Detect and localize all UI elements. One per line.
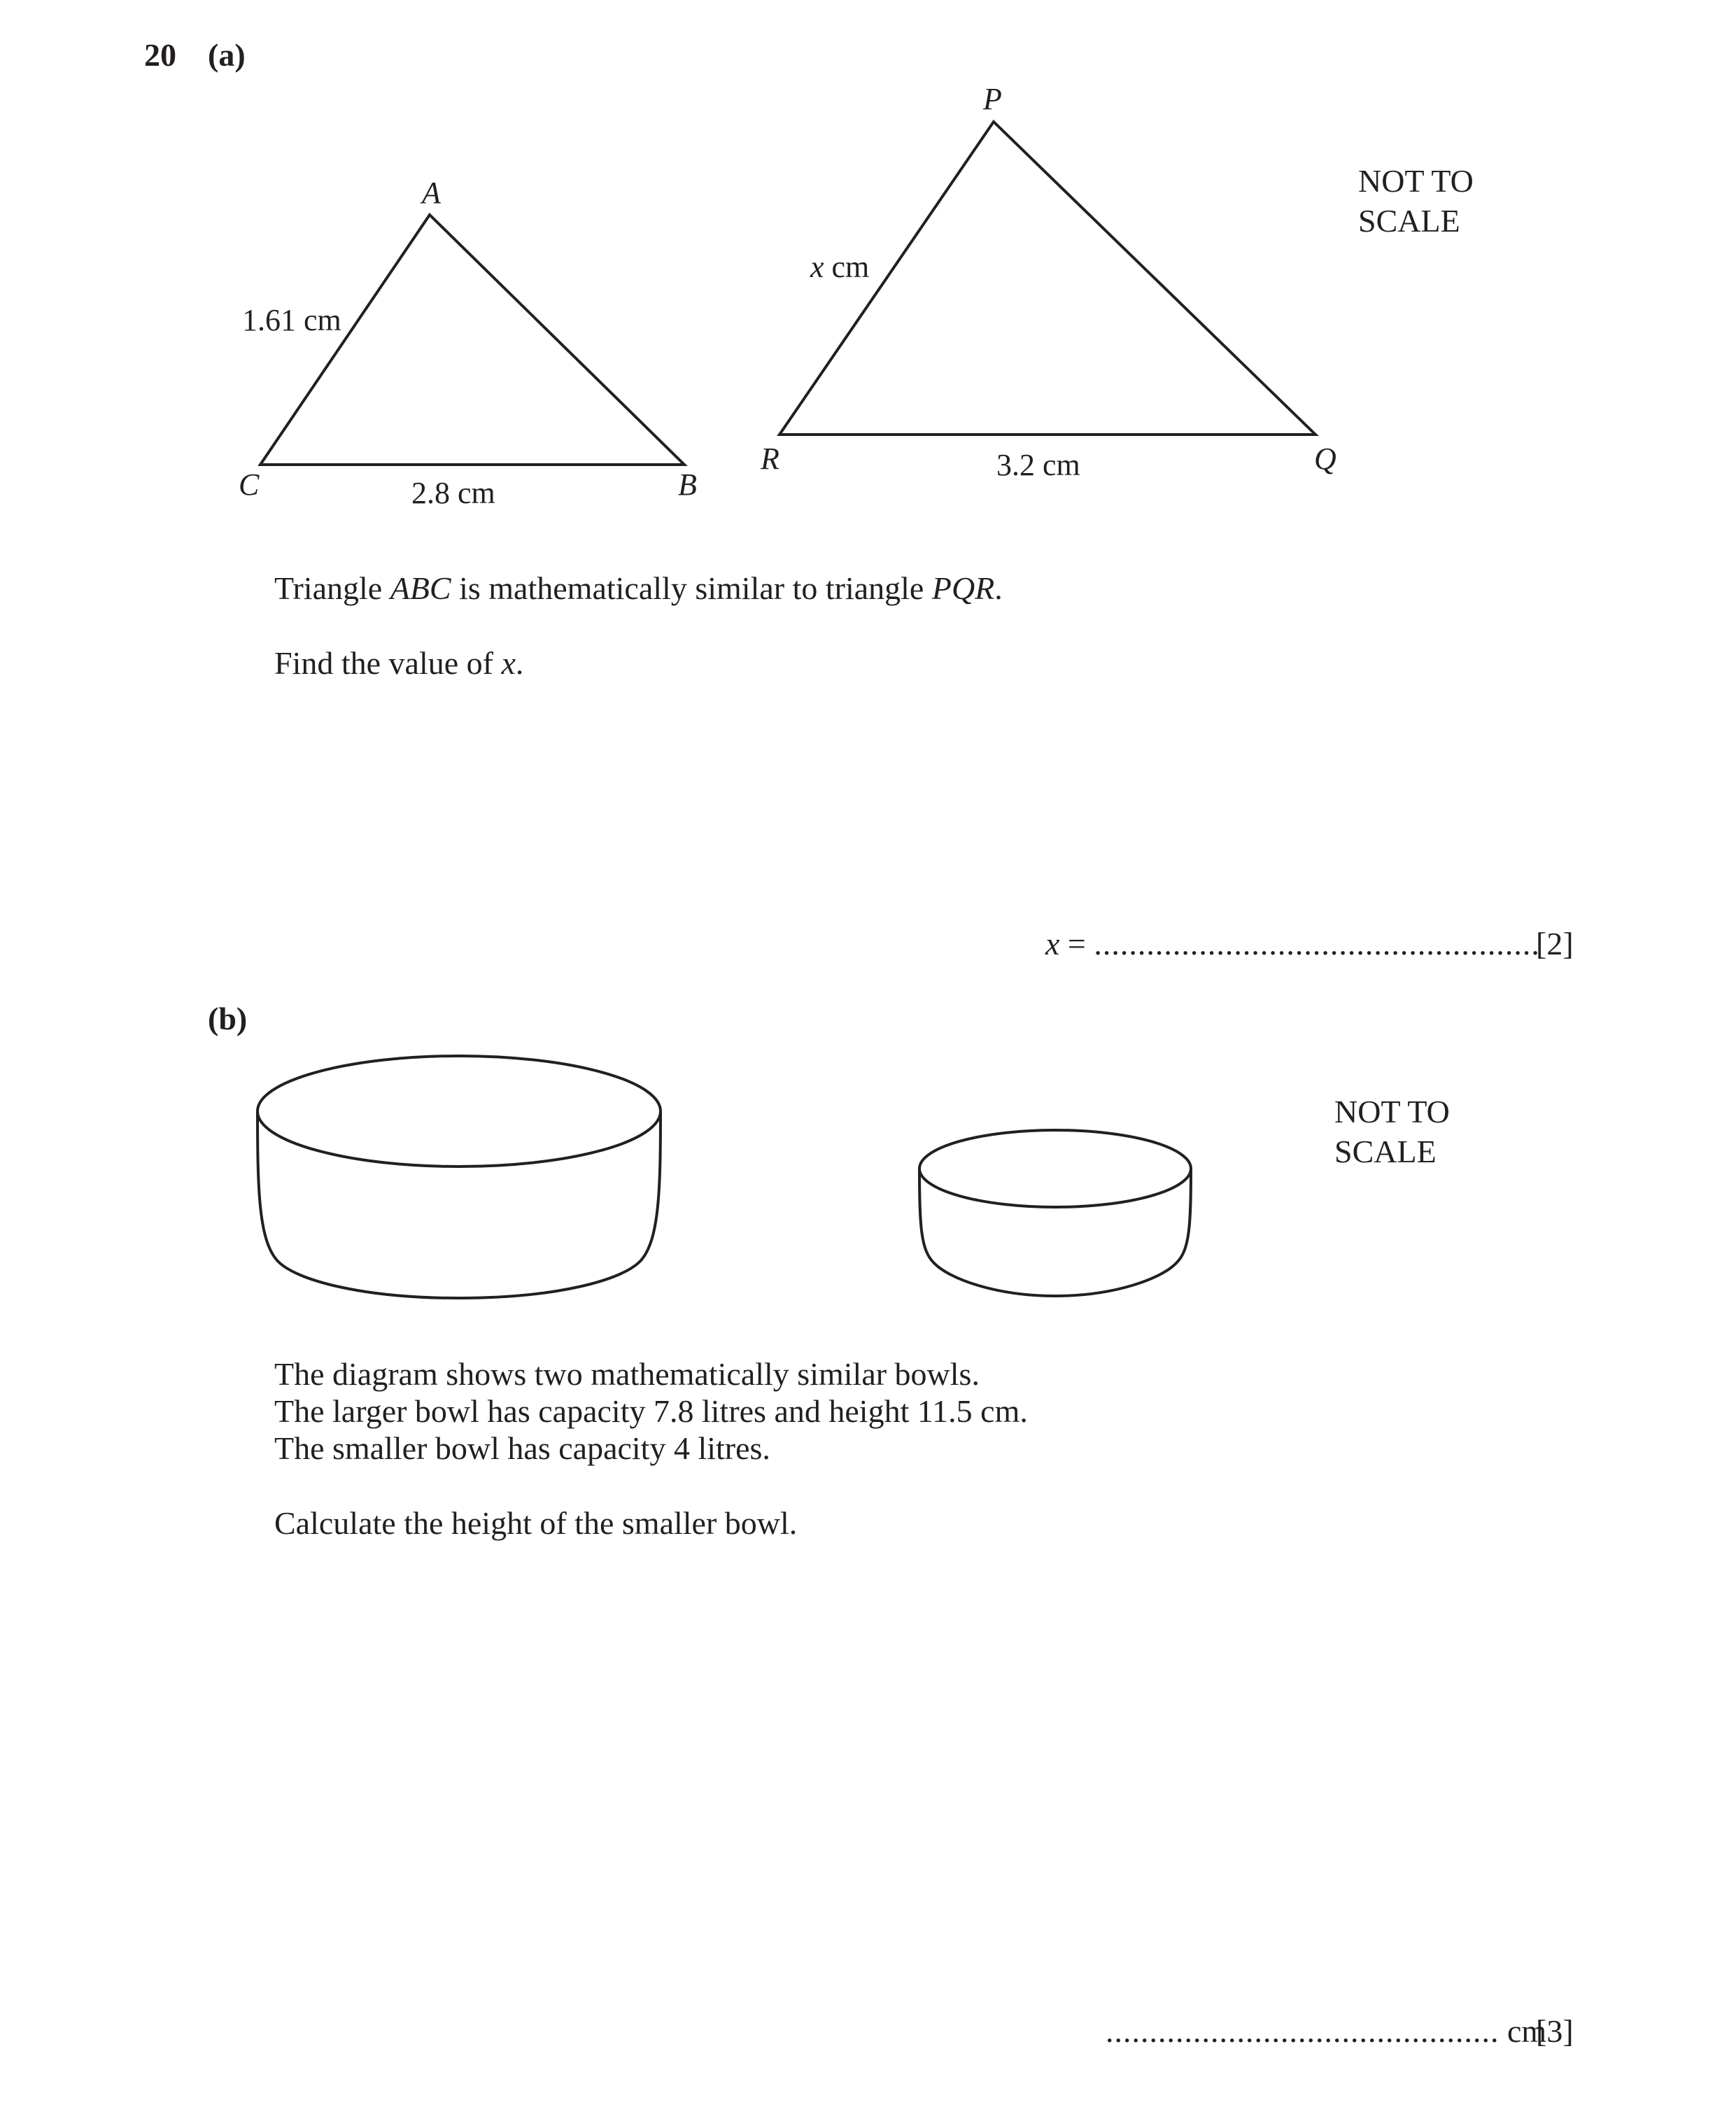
not-to-scale-b-line1: NOT TO (1334, 1094, 1450, 1129)
part-a-label: (a) (208, 37, 246, 73)
side-rp-label: x cm (810, 250, 870, 284)
marks-b: [3] (1536, 2013, 1574, 2049)
answer-x-line[interactable]: x = ................................................... (1045, 926, 1540, 961)
vertex-r-label: R (761, 442, 779, 476)
vertex-c-label: C (239, 467, 260, 502)
not-to-scale-a-line1: NOT TO (1358, 163, 1474, 199)
similarity-statement: Triangle ABC is mathematically similar to triangle PQR. (274, 570, 1003, 606)
answer-height-line[interactable]: ............................................. cm (1106, 2013, 1547, 2049)
triangle-abc (260, 215, 684, 465)
not-to-scale-a-line2: SCALE (1358, 203, 1460, 239)
bowl-text-line2: The larger bowl has capacity 7.8 litres and height 11.5 cm. (274, 1393, 1028, 1429)
vertex-q-label: Q (1314, 442, 1336, 476)
side-ac-label: 1.61 cm (242, 303, 341, 337)
vertex-a-label: A (422, 176, 441, 210)
bowl-text-line3: The smaller bowl has capacity 4 litres. (274, 1430, 770, 1466)
find-x-prompt: Find the value of x. (274, 645, 524, 681)
bowl-prompt: Calculate the height of the smaller bowl. (274, 1505, 798, 1541)
side-rq-label: 3.2 cm (996, 448, 1080, 482)
bowl-text-line1: The diagram shows two mathematically similar bowls. (274, 1356, 980, 1392)
marks-a: [2] (1536, 926, 1574, 961)
vertex-p-label: P (983, 82, 1002, 116)
large-bowl-body (257, 1111, 661, 1298)
question-number: 20 (144, 37, 176, 73)
side-cb-label: 2.8 cm (411, 476, 495, 510)
small-bowl-body (919, 1169, 1191, 1296)
large-bowl-rim (257, 1056, 661, 1167)
not-to-scale-b-line2: SCALE (1334, 1134, 1437, 1169)
vertex-b-label: B (678, 467, 697, 502)
small-bowl-rim (919, 1130, 1191, 1207)
part-b-label: (b) (208, 1001, 248, 1036)
